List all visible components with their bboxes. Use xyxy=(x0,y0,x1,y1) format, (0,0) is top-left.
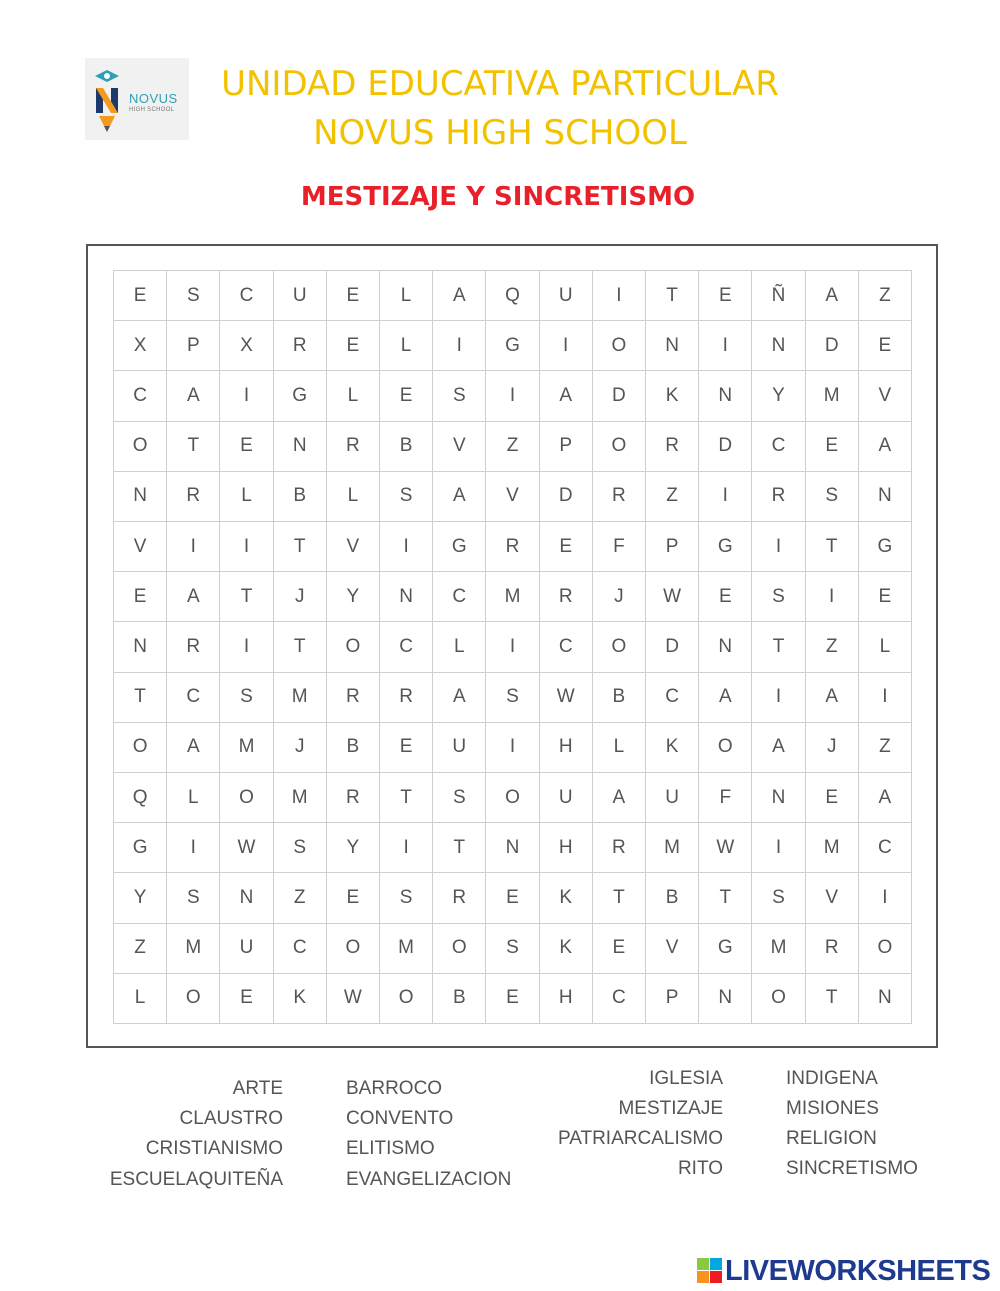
grid-cell[interactable]: Ñ xyxy=(752,271,805,321)
grid-cell[interactable]: U xyxy=(220,924,273,974)
grid-cell[interactable]: I xyxy=(752,522,805,572)
grid-cell[interactable]: T xyxy=(380,773,433,823)
grid-cell[interactable]: Y xyxy=(114,873,167,923)
grid-cell[interactable]: E xyxy=(859,572,912,622)
grid-cell[interactable]: O xyxy=(859,924,912,974)
grid-cell[interactable]: O xyxy=(593,321,646,371)
grid-cell[interactable]: E xyxy=(327,873,380,923)
grid-cell[interactable]: O xyxy=(593,622,646,672)
grid-cell[interactable]: N xyxy=(380,572,433,622)
grid-cell[interactable]: R xyxy=(167,622,220,672)
grid-cell[interactable]: C xyxy=(752,422,805,472)
grid-cell[interactable]: A xyxy=(433,472,486,522)
grid-cell[interactable]: S xyxy=(486,924,539,974)
grid-cell[interactable]: C xyxy=(433,572,486,622)
liveworksheets-text: LIVEWORKSHEETS xyxy=(725,1255,991,1287)
grid-cell[interactable]: N xyxy=(486,823,539,873)
grid-cell[interactable]: E xyxy=(699,271,752,321)
grid-cell[interactable]: N xyxy=(699,622,752,672)
grid-cell[interactable]: E xyxy=(220,422,273,472)
grid-cell[interactable]: F xyxy=(593,522,646,572)
grid-cell[interactable]: S xyxy=(752,572,805,622)
grid-cell[interactable]: C xyxy=(540,622,593,672)
grid-cell[interactable]: M xyxy=(274,673,327,723)
grid-cell[interactable]: R xyxy=(486,522,539,572)
grid-cell[interactable]: O xyxy=(433,924,486,974)
grid-cell[interactable]: A xyxy=(593,773,646,823)
grid-cell[interactable]: O xyxy=(114,422,167,472)
grid-cell[interactable]: R xyxy=(593,472,646,522)
grid-cell[interactable]: N xyxy=(114,622,167,672)
grid-cell[interactable]: I xyxy=(380,522,433,572)
word-item: SINCRETISMO xyxy=(786,1158,918,1179)
grid-cell[interactable]: I xyxy=(167,522,220,572)
grid-cell[interactable]: B xyxy=(593,673,646,723)
grid-cell[interactable]: N xyxy=(859,472,912,522)
grid-cell[interactable]: W xyxy=(646,572,699,622)
grid-cell[interactable]: L xyxy=(114,974,167,1024)
grid-cell[interactable]: C xyxy=(167,673,220,723)
grid-cell[interactable]: A xyxy=(806,271,859,321)
grid-cell[interactable]: Y xyxy=(752,371,805,421)
grid-cell[interactable]: I xyxy=(699,321,752,371)
grid-cell[interactable]: T xyxy=(806,974,859,1024)
grid-cell[interactable]: U xyxy=(540,773,593,823)
grid-cell[interactable]: W xyxy=(540,673,593,723)
grid-cell[interactable]: L xyxy=(433,622,486,672)
grid-cell[interactable]: O xyxy=(752,974,805,1024)
word-item: RITO xyxy=(677,1158,723,1179)
grid-cell[interactable]: C xyxy=(646,673,699,723)
grid-cell[interactable]: J xyxy=(274,572,327,622)
word-item: CLAUSTRO xyxy=(179,1108,283,1129)
grid-cell[interactable]: E xyxy=(806,773,859,823)
grid-cell[interactable]: E xyxy=(114,271,167,321)
grid-cell[interactable]: G xyxy=(114,823,167,873)
grid-cell[interactable]: P xyxy=(646,522,699,572)
grid-cell[interactable]: L xyxy=(380,271,433,321)
grid-cell[interactable]: R xyxy=(380,673,433,723)
grid-cell[interactable]: S xyxy=(167,873,220,923)
grid-cell[interactable]: U xyxy=(433,723,486,773)
grid-cell[interactable]: I xyxy=(220,622,273,672)
grid-cell[interactable]: V xyxy=(859,371,912,421)
word-item: BARROCO xyxy=(346,1078,443,1099)
grid-cell[interactable]: T xyxy=(699,873,752,923)
word-item: ELITISMO xyxy=(346,1138,435,1159)
grid-cell[interactable]: C xyxy=(274,924,327,974)
grid-cell[interactable]: W xyxy=(220,823,273,873)
grid-cell[interactable]: O xyxy=(114,723,167,773)
grid-cell[interactable]: I xyxy=(486,371,539,421)
grid-cell[interactable]: M xyxy=(752,924,805,974)
word-search-grid xyxy=(113,270,912,1024)
grid-cell[interactable]: A xyxy=(433,271,486,321)
grid-cell[interactable]: T xyxy=(274,622,327,672)
grid-cell[interactable]: U xyxy=(540,271,593,321)
grid-cell[interactable]: A xyxy=(699,673,752,723)
grid-cell[interactable]: I xyxy=(167,823,220,873)
grid-cell[interactable]: F xyxy=(699,773,752,823)
grid-cell[interactable]: E xyxy=(859,321,912,371)
grid-cell[interactable]: C xyxy=(380,622,433,672)
grid-cell[interactable]: G xyxy=(274,371,327,421)
grid-cell[interactable]: L xyxy=(327,472,380,522)
word-item: PATRIARCALISMO xyxy=(557,1128,723,1149)
school-title-line2: NOVUS HIGH SCHOOL xyxy=(313,113,687,153)
grid-cell[interactable]: M xyxy=(380,924,433,974)
grid-cell[interactable]: A xyxy=(540,371,593,421)
grid-cell[interactable]: L xyxy=(593,723,646,773)
grid-cell[interactable]: G xyxy=(699,924,752,974)
grid-cell[interactable]: A xyxy=(752,723,805,773)
grid-cell[interactable]: O xyxy=(220,773,273,823)
grid-cell[interactable]: D xyxy=(806,321,859,371)
grid-cell[interactable]: I xyxy=(806,572,859,622)
grid-cell[interactable]: V xyxy=(806,873,859,923)
grid-cell[interactable]: M xyxy=(220,723,273,773)
grid-cell[interactable]: Q xyxy=(114,773,167,823)
grid-cell[interactable]: T xyxy=(806,522,859,572)
grid-cell[interactable]: R xyxy=(593,823,646,873)
grid-cell[interactable]: L xyxy=(220,472,273,522)
grid-cell[interactable]: I xyxy=(699,472,752,522)
grid-cell[interactable]: I xyxy=(593,271,646,321)
grid-cell[interactable]: P xyxy=(646,974,699,1024)
grid-cell[interactable]: E xyxy=(327,271,380,321)
grid-cell[interactable]: P xyxy=(540,422,593,472)
grid-cell[interactable]: O xyxy=(380,974,433,1024)
grid-cell[interactable]: M xyxy=(167,924,220,974)
grid-cell[interactable]: N xyxy=(220,873,273,923)
grid-cell[interactable]: Y xyxy=(327,572,380,622)
grid-cell[interactable]: B xyxy=(274,472,327,522)
grid-cell[interactable]: U xyxy=(646,773,699,823)
grid-cell[interactable]: A xyxy=(167,723,220,773)
grid-cell[interactable]: A xyxy=(859,422,912,472)
word-item: ARTE xyxy=(232,1078,283,1099)
grid-cell[interactable]: T xyxy=(274,522,327,572)
grid-cell[interactable]: E xyxy=(486,873,539,923)
grid-cell[interactable]: R xyxy=(433,873,486,923)
word-item: MESTIZAJE xyxy=(618,1098,723,1119)
grid-cell[interactable]: B xyxy=(433,974,486,1024)
grid-cell[interactable]: A xyxy=(433,673,486,723)
grid-cell[interactable]: M xyxy=(274,773,327,823)
grid-cell[interactable]: B xyxy=(646,873,699,923)
grid-cell[interactable]: Y xyxy=(327,823,380,873)
grid-cell[interactable]: R xyxy=(752,472,805,522)
grid-cell[interactable]: S xyxy=(486,673,539,723)
grid-cell[interactable]: D xyxy=(593,371,646,421)
grid-cell[interactable]: Z xyxy=(859,723,912,773)
grid-cell[interactable]: S xyxy=(433,773,486,823)
grid-cell[interactable]: O xyxy=(327,924,380,974)
grid-cell[interactable]: S xyxy=(806,472,859,522)
grid-cell[interactable]: S xyxy=(220,673,273,723)
grid-cell[interactable]: D xyxy=(646,622,699,672)
grid-cell[interactable]: Z xyxy=(486,422,539,472)
grid-cell[interactable]: R xyxy=(274,321,327,371)
liveworksheets-blocks-icon xyxy=(697,1258,723,1284)
grid-cell[interactable]: E xyxy=(699,572,752,622)
grid-cell[interactable]: C xyxy=(220,271,273,321)
grid-cell[interactable]: S xyxy=(274,823,327,873)
grid-cell[interactable]: W xyxy=(327,974,380,1024)
grid-cell[interactable]: J xyxy=(274,723,327,773)
grid-cell[interactable]: R xyxy=(540,572,593,622)
grid-cell[interactable]: A xyxy=(806,673,859,723)
grid-cell[interactable]: K xyxy=(540,924,593,974)
grid-cell[interactable]: J xyxy=(593,572,646,622)
grid-cell[interactable]: G xyxy=(486,321,539,371)
grid-cell[interactable]: H xyxy=(540,823,593,873)
grid-cell[interactable]: L xyxy=(327,371,380,421)
grid-cell[interactable]: W xyxy=(699,823,752,873)
logo-name: NOVUS xyxy=(129,91,178,106)
grid-cell[interactable]: N xyxy=(274,422,327,472)
grid-cell[interactable]: T xyxy=(752,622,805,672)
grid-cell[interactable]: T xyxy=(593,873,646,923)
school-title-line1: UNIDAD EDUCATIVA PARTICULAR xyxy=(221,64,779,104)
logo-subtitle: HIGH SCHOOL xyxy=(129,107,175,113)
word-item: RELIGION xyxy=(786,1128,877,1149)
grid-cell[interactable]: K xyxy=(540,873,593,923)
grid-cell[interactable]: R xyxy=(327,773,380,823)
grid-cell[interactable]: X xyxy=(114,321,167,371)
grid-cell[interactable]: T xyxy=(646,271,699,321)
grid-cell[interactable]: I xyxy=(486,723,539,773)
grid-cell[interactable]: N xyxy=(859,974,912,1024)
word-item: CRISTIANISMO xyxy=(145,1138,283,1159)
grid-cell[interactable]: G xyxy=(433,522,486,572)
word-item: EVANGELIZACION xyxy=(346,1169,512,1190)
grid-cell[interactable]: S xyxy=(752,873,805,923)
grid-cell[interactable]: B xyxy=(327,723,380,773)
grid-cell[interactable]: M xyxy=(806,371,859,421)
grid-cell[interactable]: O xyxy=(593,422,646,472)
grid-cell[interactable]: A xyxy=(167,572,220,622)
grid-cell[interactable]: S xyxy=(380,873,433,923)
grid-cell[interactable]: E xyxy=(114,572,167,622)
grid-cell[interactable]: C xyxy=(859,823,912,873)
grid-cell[interactable]: L xyxy=(380,321,433,371)
grid-cell[interactable]: I xyxy=(220,371,273,421)
grid-cell[interactable]: J xyxy=(806,723,859,773)
grid-cell[interactable]: V xyxy=(327,522,380,572)
grid-cell[interactable]: K xyxy=(274,974,327,1024)
grid-cell[interactable]: I xyxy=(540,321,593,371)
grid-cell[interactable]: C xyxy=(114,371,167,421)
grid-cell[interactable]: G xyxy=(859,522,912,572)
grid-cell[interactable]: T xyxy=(114,673,167,723)
grid-cell[interactable]: N xyxy=(752,321,805,371)
grid-cell[interactable]: Q xyxy=(486,271,539,321)
grid-cell[interactable]: E xyxy=(540,522,593,572)
grid-cell[interactable]: V xyxy=(114,522,167,572)
grid-cell[interactable]: T xyxy=(433,823,486,873)
grid-cell[interactable]: Z xyxy=(114,924,167,974)
grid-cell[interactable]: G xyxy=(699,522,752,572)
grid-cell[interactable]: A xyxy=(859,773,912,823)
grid-cell[interactable]: O xyxy=(486,773,539,823)
grid-cell[interactable]: S xyxy=(380,472,433,522)
word-item: CONVENTO xyxy=(346,1108,454,1129)
grid-cell[interactable]: K xyxy=(646,723,699,773)
grid-cell[interactable]: L xyxy=(167,773,220,823)
grid-cell[interactable]: Z xyxy=(646,472,699,522)
grid-cell[interactable]: R xyxy=(327,673,380,723)
grid-cell[interactable]: I xyxy=(433,321,486,371)
grid-cell[interactable]: E xyxy=(220,974,273,1024)
grid-cell[interactable]: K xyxy=(646,371,699,421)
grid-cell[interactable]: E xyxy=(486,974,539,1024)
grid-cell[interactable]: I xyxy=(752,823,805,873)
word-item: ESCUELAQUITEÑA xyxy=(109,1169,283,1190)
grid-cell[interactable]: R xyxy=(327,422,380,472)
grid-cell[interactable]: X xyxy=(220,321,273,371)
grid-cell[interactable]: I xyxy=(380,823,433,873)
grid-cell[interactable]: I xyxy=(859,673,912,723)
grid-cell[interactable]: O xyxy=(327,622,380,672)
grid-cell[interactable]: E xyxy=(593,924,646,974)
grid-cell[interactable]: L xyxy=(859,622,912,672)
grid-cell[interactable]: D xyxy=(540,472,593,522)
grid-cell[interactable]: T xyxy=(220,572,273,622)
grid-cell[interactable]: N xyxy=(699,371,752,421)
worksheet-subject-title: MESTIZAJE Y SINCRETISMO xyxy=(300,182,696,212)
grid-cell[interactable]: N xyxy=(699,974,752,1024)
grid-cell[interactable]: I xyxy=(220,522,273,572)
grid-cell[interactable]: R xyxy=(806,924,859,974)
grid-cell[interactable]: E xyxy=(380,723,433,773)
grid-cell[interactable]: R xyxy=(646,422,699,472)
grid-cell[interactable]: P xyxy=(167,321,220,371)
grid-cell[interactable]: I xyxy=(859,873,912,923)
word-item: MISIONES xyxy=(786,1098,879,1119)
grid-cell[interactable]: H xyxy=(540,974,593,1024)
grid-cell[interactable]: V xyxy=(646,924,699,974)
word-item: INDIGENA xyxy=(786,1068,878,1089)
grid-cell[interactable]: E xyxy=(806,422,859,472)
grid-cell[interactable]: O xyxy=(699,723,752,773)
grid-cell[interactable]: M xyxy=(646,823,699,873)
grid-cell[interactable]: C xyxy=(593,974,646,1024)
grid-cell[interactable]: S xyxy=(167,271,220,321)
grid-cell[interactable]: H xyxy=(540,723,593,773)
grid-cell[interactable]: U xyxy=(274,271,327,321)
grid-cell[interactable]: Z xyxy=(274,873,327,923)
grid-cell[interactable]: N xyxy=(646,321,699,371)
grid-cell[interactable]: I xyxy=(486,622,539,672)
grid-cell[interactable]: N xyxy=(114,472,167,522)
grid-cell[interactable]: N xyxy=(752,773,805,823)
grid-cell[interactable]: V xyxy=(486,472,539,522)
grid-cell[interactable]: E xyxy=(380,371,433,421)
grid-cell[interactable]: V xyxy=(433,422,486,472)
grid-cell[interactable]: I xyxy=(752,673,805,723)
word-item: IGLESIA xyxy=(649,1068,723,1089)
grid-cell[interactable]: A xyxy=(167,371,220,421)
grid-cell[interactable]: B xyxy=(380,422,433,472)
grid-cell[interactable]: Z xyxy=(806,622,859,672)
grid-cell[interactable]: S xyxy=(433,371,486,421)
grid-cell[interactable]: R xyxy=(167,472,220,522)
grid-cell[interactable]: O xyxy=(167,974,220,1024)
grid-cell[interactable]: D xyxy=(699,422,752,472)
grid-cell[interactable]: E xyxy=(327,321,380,371)
grid-cell[interactable]: M xyxy=(806,823,859,873)
grid-cell[interactable]: Z xyxy=(859,271,912,321)
grid-cell[interactable]: T xyxy=(167,422,220,472)
grid-cell[interactable]: M xyxy=(486,572,539,622)
